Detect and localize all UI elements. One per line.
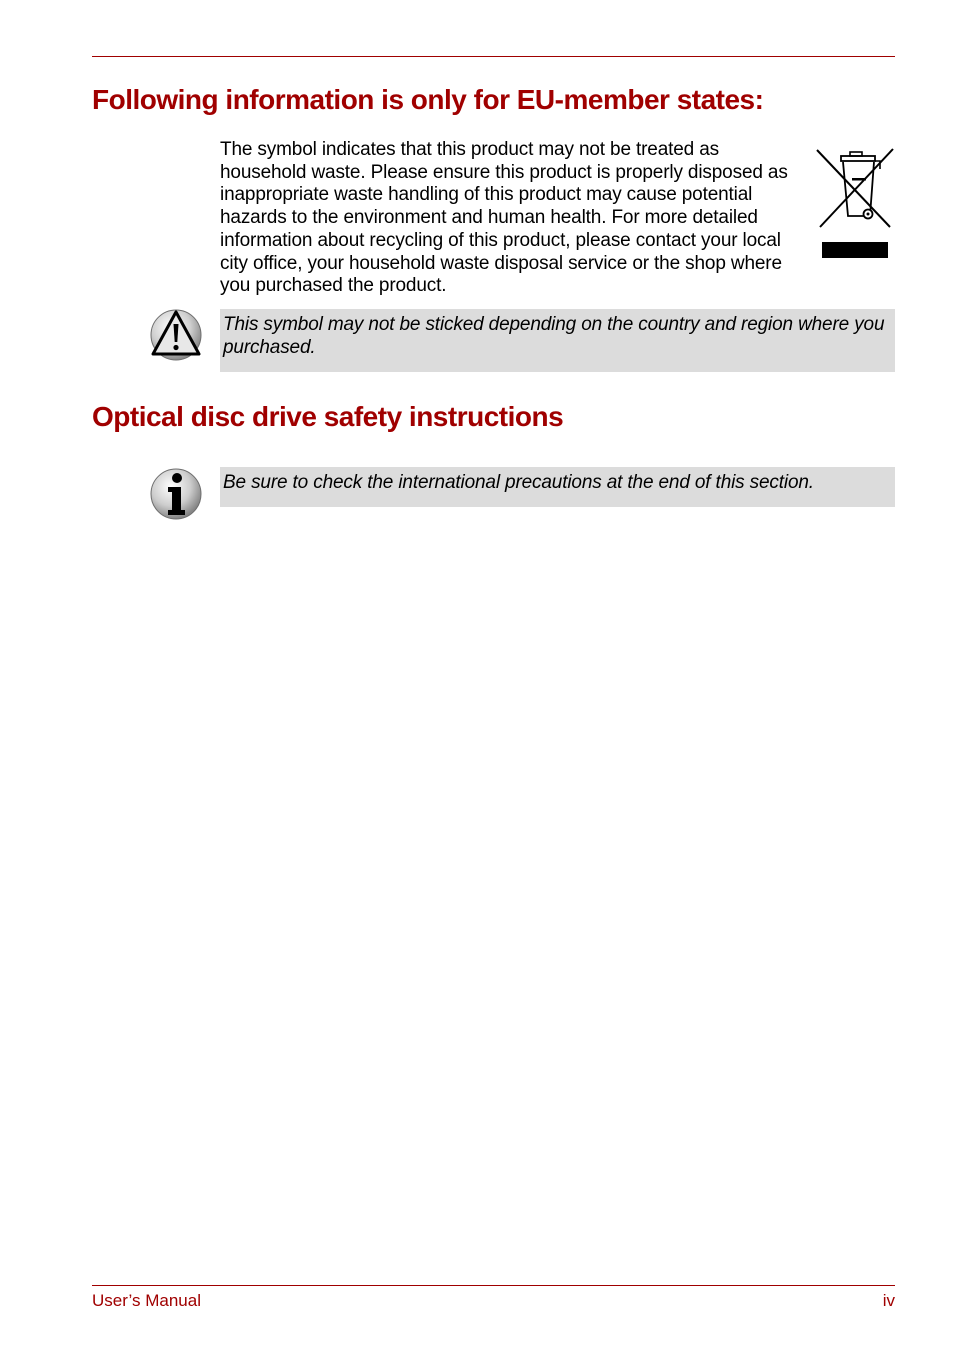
caution-triangle-icon	[150, 309, 202, 361]
info-note-text: Be sure to check the international precautions at the end of this section.	[223, 472, 814, 493]
caution-note	[220, 309, 895, 372]
header-rule	[92, 56, 895, 57]
section-title-eu: Following information is only for EU-member states:	[92, 84, 764, 115]
info-note	[220, 467, 895, 507]
crossed-out-wheelie-bin-icon	[814, 145, 896, 261]
caution-note-text: This symbol may not be sticked depending on the country and region where you purchased.	[223, 314, 885, 358]
section-title-optical: Optical disc drive safety instructions	[92, 401, 564, 432]
footer-rule	[92, 1285, 895, 1286]
weee-paragraph: The symbol indicates that this product may not be treated as household waste. Please ensure this product is properly disposed as inappropriate waste handling of this product may cause potential hazards to the environment and human health. For more detailed information about recycling of this product, please contact your local city office, your household waste disposal service or the shop where you purchased the product.	[220, 139, 788, 297]
footer-manual-title: User’s Manual	[92, 1291, 201, 1310]
information-icon	[150, 468, 202, 520]
footer-page-number: iv	[882, 1291, 895, 1310]
